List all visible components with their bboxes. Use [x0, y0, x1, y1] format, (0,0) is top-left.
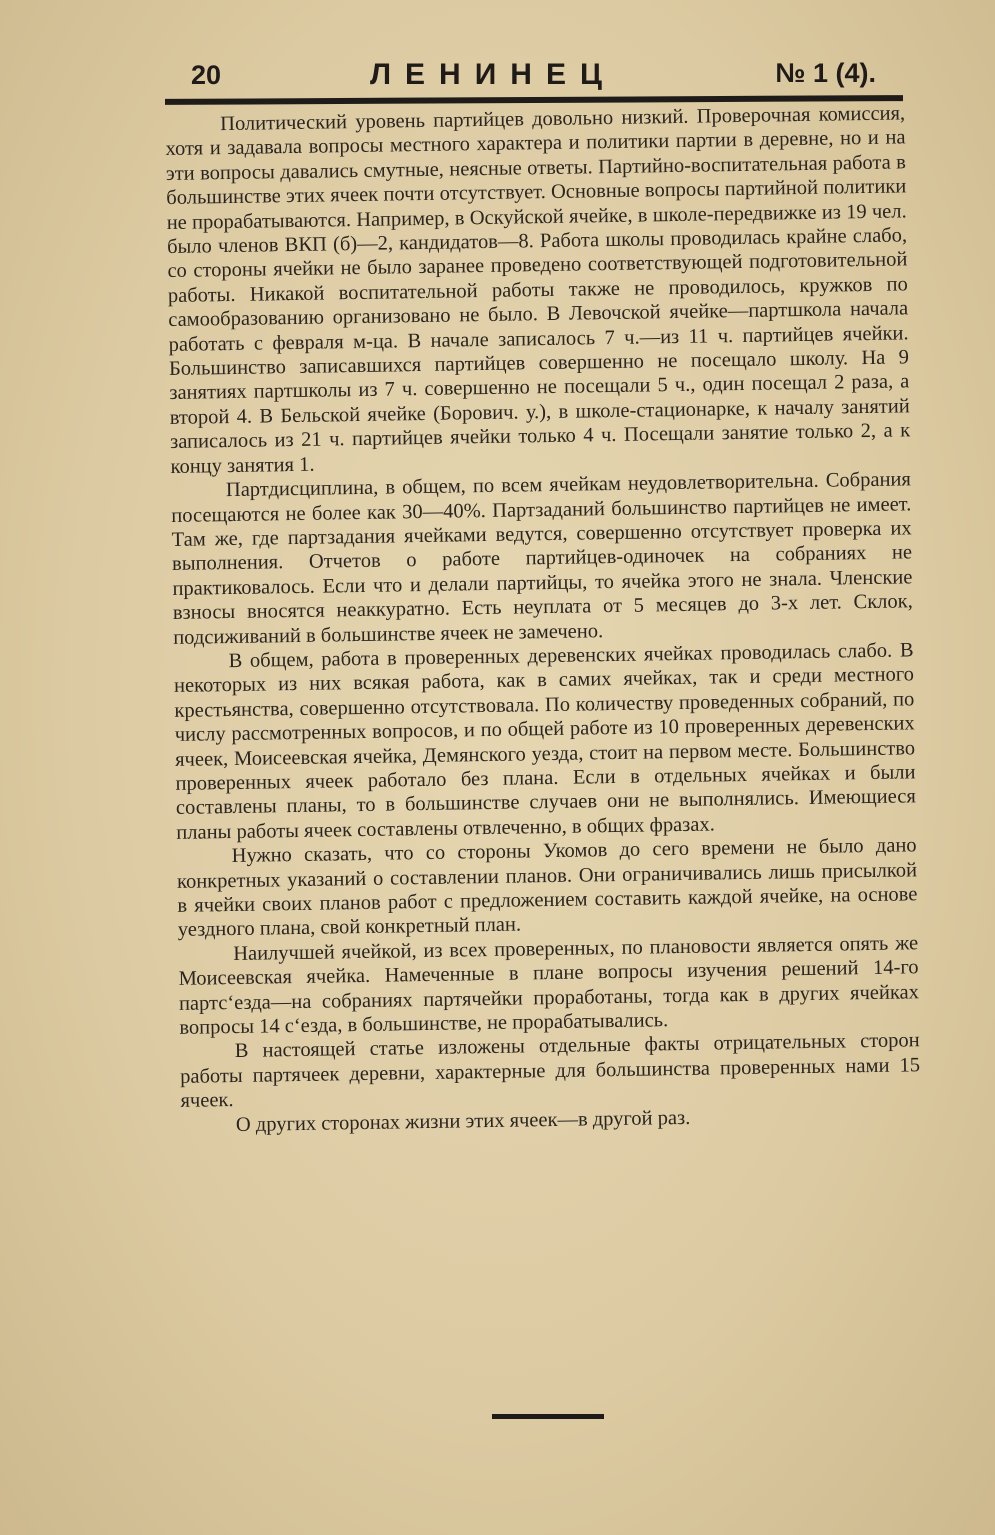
paragraph-6: В настоящей статье изложены отдельные факты отрицательных сторон работы партячеек деревни, характерные для большинства проверенных нами 15 ячеек. — [179, 1029, 921, 1113]
issue-number: № 1 (4). — [775, 58, 876, 88]
paragraph-4: Нужно сказать, что со стороны Укомов до сего времени не было дано конкретных указаний о составлении планов. Они ограничивались лишь присылкой в ячейки своих планов работ с предложением составить каждой ячейке, на основе уездного плана, свой конкретный план. — [176, 834, 918, 942]
page-header — [185, 58, 900, 98]
newspaper-title: ЛЕНИНЕЦ — [370, 58, 616, 91]
article-body — [165, 101, 921, 1138]
paragraph-2: Партдисциплина, в общем, по всем ячейкам неудовлетворительна. Собрания посещаются не более как 30—40%. Партзаданий большинство партийцев не имеет. Там же, где партзадания ячейками ведутся, совершенно отсутствует проверка их выполнения. Отчетов о работе партийцев-одиночек на собраниях не практиковалось. Если что и делали партийцы, то ячейка этого не знала. Членские взносы вносятся неаккуратно. Есть неуплата от 5 месяцев до 3-х лет. Склок, подсиживаний в большинстве ячеек не замечено. — [171, 468, 913, 649]
paragraph-3: В общем, работа в проверенных деревенских ячейках проводилась слабо. В некоторых из них всякая работа, как в самих ячейках, так и среди местного крестьянства, совершенно отсутствовала. По количеству проведенных собраний, по числу рассмотренных вопросов, и по общей работе из 10 проверенных деревенских ячеек, Моисеевская ячейка, Демянского уезда, стоит на первом месте. Большинство проверенных ячеек работало без плана. Если в отдельных ячейках и были составлены планы, то в большинстве случаев они не выполнялись. Имеющиеся планы работы ячеек составлены отвлеченно, в общих фразах. — [173, 639, 917, 844]
paragraph-1: Политический уровень партийцев довольно низкий. Проверочная комиссия, хотя и задавала вопросы местного характера и политики партии в деревне, но и на эти вопросы давались смутные, неясные ответы. Партийно-воспитательная работа в большинстве этих ячеек почти отсутствует. Основные вопросы партийной политики не прорабатываются. Например, в Оскуйской ячейке, в школе-передвижке из 19 чел. было членов ВКП (б)—2, кандидатов—8. Работа школы проводилась крайне слабо, со стороны ячейки не было заранее проведено соответствующей подготовительной работы. Никакой воспитательной работы также не проводилось, кружков по самообразованию организовано не было. В Левочской ячейке—партшкола начала работать с февраля м-ца. В начале записалось 7 ч.—из 11 ч. партийцев ячейки. Большинство записавшихся партийцев совершенно не посещало школу. На 9 занятиях партшколы из 7 ч. совершенно не посещали 5 ч., один посещал 2 раза, а второй 4. В Бельской ячейке (Борович. у.), в школе-стационарке, к началу занятий записалось из 21 ч. партийцев ячейки только 4 ч. Посещали занятие только 2, а к концу занятия 1. — [165, 102, 911, 478]
page-number: 20 — [191, 60, 222, 90]
end-rule — [492, 1414, 604, 1419]
paragraph-5: Наилучшей ячейкой, из всех проверенных, по плановости является опять же Моисеевская ячейка. Намеченные в плане вопросы изучения решений 14-го партс‘езда—на собраниях партячейки проработаны, тогда как в других ячейках вопросы 14 с‘езда, в большинстве, не прорабатывались. — [178, 932, 920, 1039]
paragraph-7: О других сторонах жизни этих ячеек—в другой раз. — [235, 1106, 691, 1136]
